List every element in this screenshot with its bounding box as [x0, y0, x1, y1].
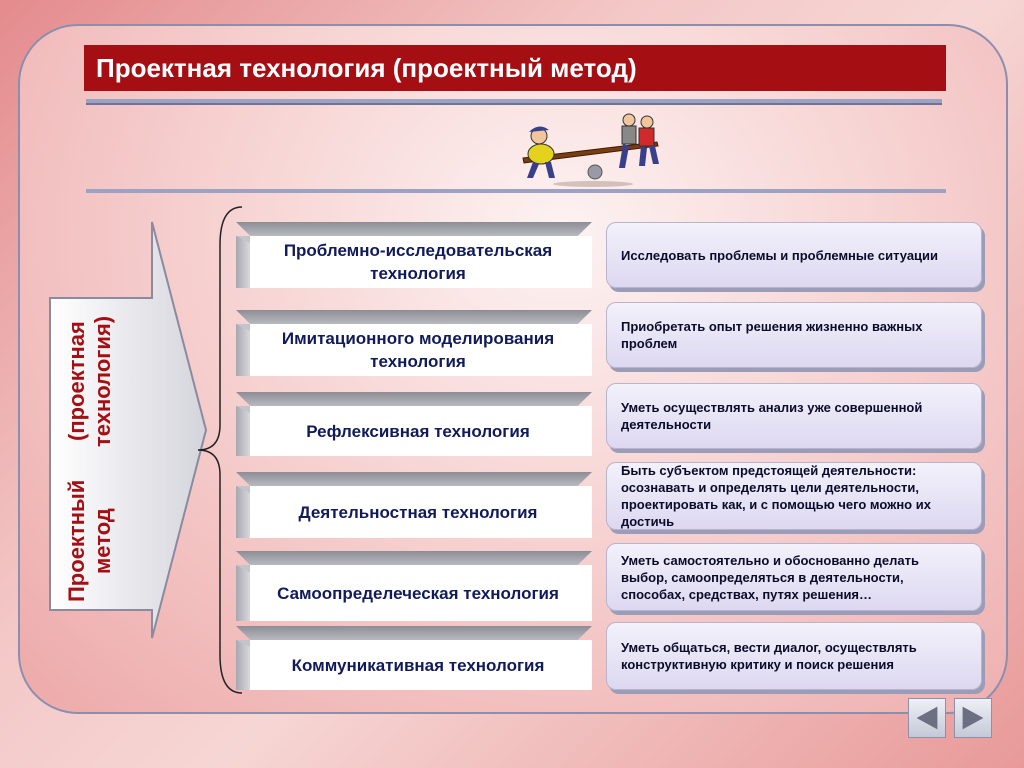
tech-box-communicative: [236, 626, 592, 690]
tech-label: Рефлексивная технология: [236, 406, 592, 456]
tech-label: Самоопределеческая технология: [236, 565, 592, 621]
illustration-divider: [86, 189, 946, 193]
arrow-label: [40, 290, 140, 610]
tech-box-reflexive: [236, 392, 592, 456]
desc-box: Уметь самостоятельно и обоснованно делать выбор, самоопределяться в деятельности, способах, средствах, путях решения…: [606, 543, 982, 611]
arrow-label-line2: (проектная технология): [64, 315, 115, 447]
next-slide-button[interactable]: [954, 698, 992, 738]
tech-box-self-determination: [236, 551, 592, 621]
desc-box: Уметь осуществлять анализ уже совершенной деятельности: [606, 383, 982, 449]
tech-box-activity: [236, 472, 592, 538]
desc-box: Быть субъектом предстоящей деятельности: осознавать и определять цели деятельности, проектировать как, и с помощью чего можно их достичь: [606, 462, 982, 530]
tech-label: Имитационного моделирования технология: [236, 324, 592, 376]
slide-title: Проектная технология (проектный метод): [84, 45, 946, 91]
triangle-right-icon: [955, 699, 991, 737]
title-divider: [86, 99, 942, 103]
tech-label: Коммуникативная технология: [236, 640, 592, 690]
arrow-label-line1: Проектный метод: [64, 479, 115, 603]
desc-box: Уметь общаться, вести диалог, осуществлять конструктивную критику и поиск решения: [606, 622, 982, 690]
desc-box: Приобретать опыт решения жизненно важных проблем: [606, 302, 982, 368]
tech-label: Проблемно-исследовательская технология: [236, 236, 592, 288]
tech-box-simulation: [236, 310, 592, 376]
tech-label: Деятельностная технология: [236, 486, 592, 538]
kids-seesaw-illustration: [515, 106, 665, 188]
triangle-left-icon: [909, 699, 945, 737]
tech-box-problem-research: [236, 222, 592, 288]
prev-slide-button[interactable]: [908, 698, 946, 738]
desc-box: Исследовать проблемы и проблемные ситуации: [606, 222, 982, 288]
